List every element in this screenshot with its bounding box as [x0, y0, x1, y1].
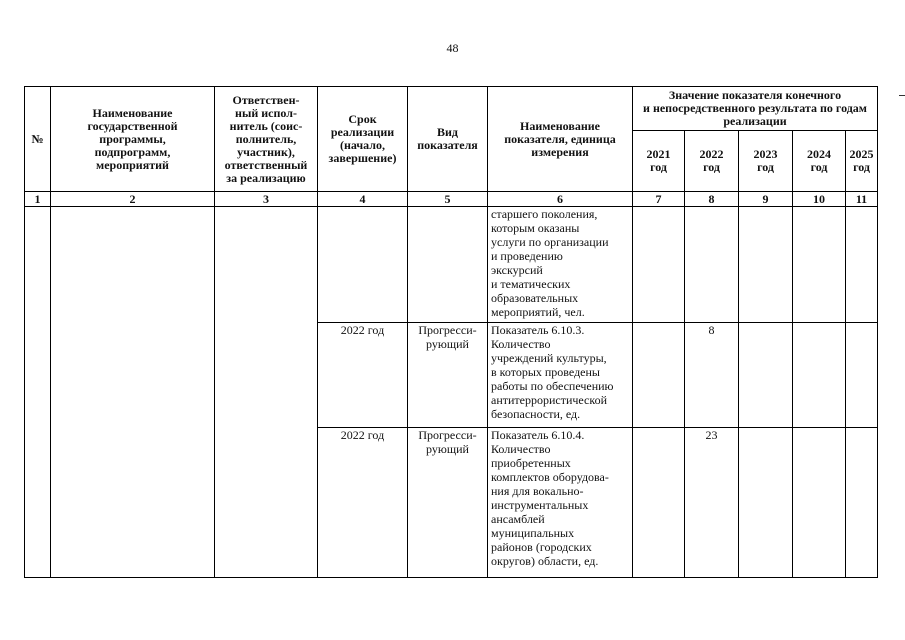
cell-indicator: Показатель 6.10.4. Количество приобретенных комплектов оборудова- ния для вокально- инструментальных ансамблей муниципальных районов (городских округов) области, ед. — [488, 428, 633, 578]
cell-value — [846, 428, 878, 578]
column-number: 2 — [51, 192, 215, 207]
header-term: Срок реализации (начало, завершение) — [318, 87, 408, 192]
header-year: 2023 год — [739, 131, 793, 192]
cell-value — [633, 428, 685, 578]
cell-value — [793, 207, 846, 323]
header-program: Наименование государственной программы, подпрограмм, мероприятий — [51, 87, 215, 192]
cell-term: 2022 год — [318, 323, 408, 428]
page-number: 48 — [446, 41, 459, 55]
cell-type: Прогресси- рующий — [408, 323, 488, 428]
header-executor: Ответствен- ный испол- нитель (соис- полнитель, участник), ответственный за реализацию — [215, 87, 318, 192]
cell-value: 8 — [685, 323, 739, 428]
cell-no — [25, 207, 51, 578]
cell-term — [318, 207, 408, 323]
header-year: 2022 год — [685, 131, 739, 192]
cell-value — [739, 428, 793, 578]
column-number: 1 — [25, 192, 51, 207]
column-number: 9 — [739, 192, 793, 207]
margin-mark — [899, 95, 905, 96]
column-number: 4 — [318, 192, 408, 207]
cell-value — [685, 207, 739, 323]
header-no: № — [25, 87, 51, 192]
column-number: 8 — [685, 192, 739, 207]
header-year: 2025 год — [846, 131, 878, 192]
cell-indicator: Показатель 6.10.3. Количество учреждений культуры, в которых проведены работы по обеспечению антитеррористической безопасности, ед. — [488, 323, 633, 428]
column-number: 10 — [793, 192, 846, 207]
cell-indicator: старшего поколения, которым оказаны услуги по организации и проведению экскурсий и тематических образовательных мероприятий, чел. — [488, 207, 633, 323]
column-number: 6 — [488, 192, 633, 207]
column-number: 7 — [633, 192, 685, 207]
header-year: 2021 год — [633, 131, 685, 192]
column-numbers-row — [25, 192, 878, 207]
cell-type — [408, 207, 488, 323]
header-indicator: Наименование показателя, единица измерения — [488, 87, 633, 192]
cell-executor — [215, 207, 318, 578]
cell-value — [846, 207, 878, 323]
cell-value — [739, 323, 793, 428]
cell-value — [739, 207, 793, 323]
cell-value — [846, 323, 878, 428]
header-year: 2024 год — [793, 131, 846, 192]
cell-value — [793, 428, 846, 578]
cell-value: 23 — [685, 428, 739, 578]
cell-value — [633, 323, 685, 428]
table-row — [25, 207, 878, 323]
cell-program — [51, 207, 215, 578]
header-type: Вид показателя — [408, 87, 488, 192]
column-number: 5 — [408, 192, 488, 207]
cell-type: Прогресси- рующий — [408, 428, 488, 578]
cell-value — [793, 323, 846, 428]
cell-value — [633, 207, 685, 323]
indicators-table — [24, 86, 878, 578]
column-number: 11 — [846, 192, 878, 207]
cell-term: 2022 год — [318, 428, 408, 578]
header-values-group: Значение показателя конечного и непосредственного результата по годам реализации — [633, 87, 878, 131]
column-number: 3 — [215, 192, 318, 207]
